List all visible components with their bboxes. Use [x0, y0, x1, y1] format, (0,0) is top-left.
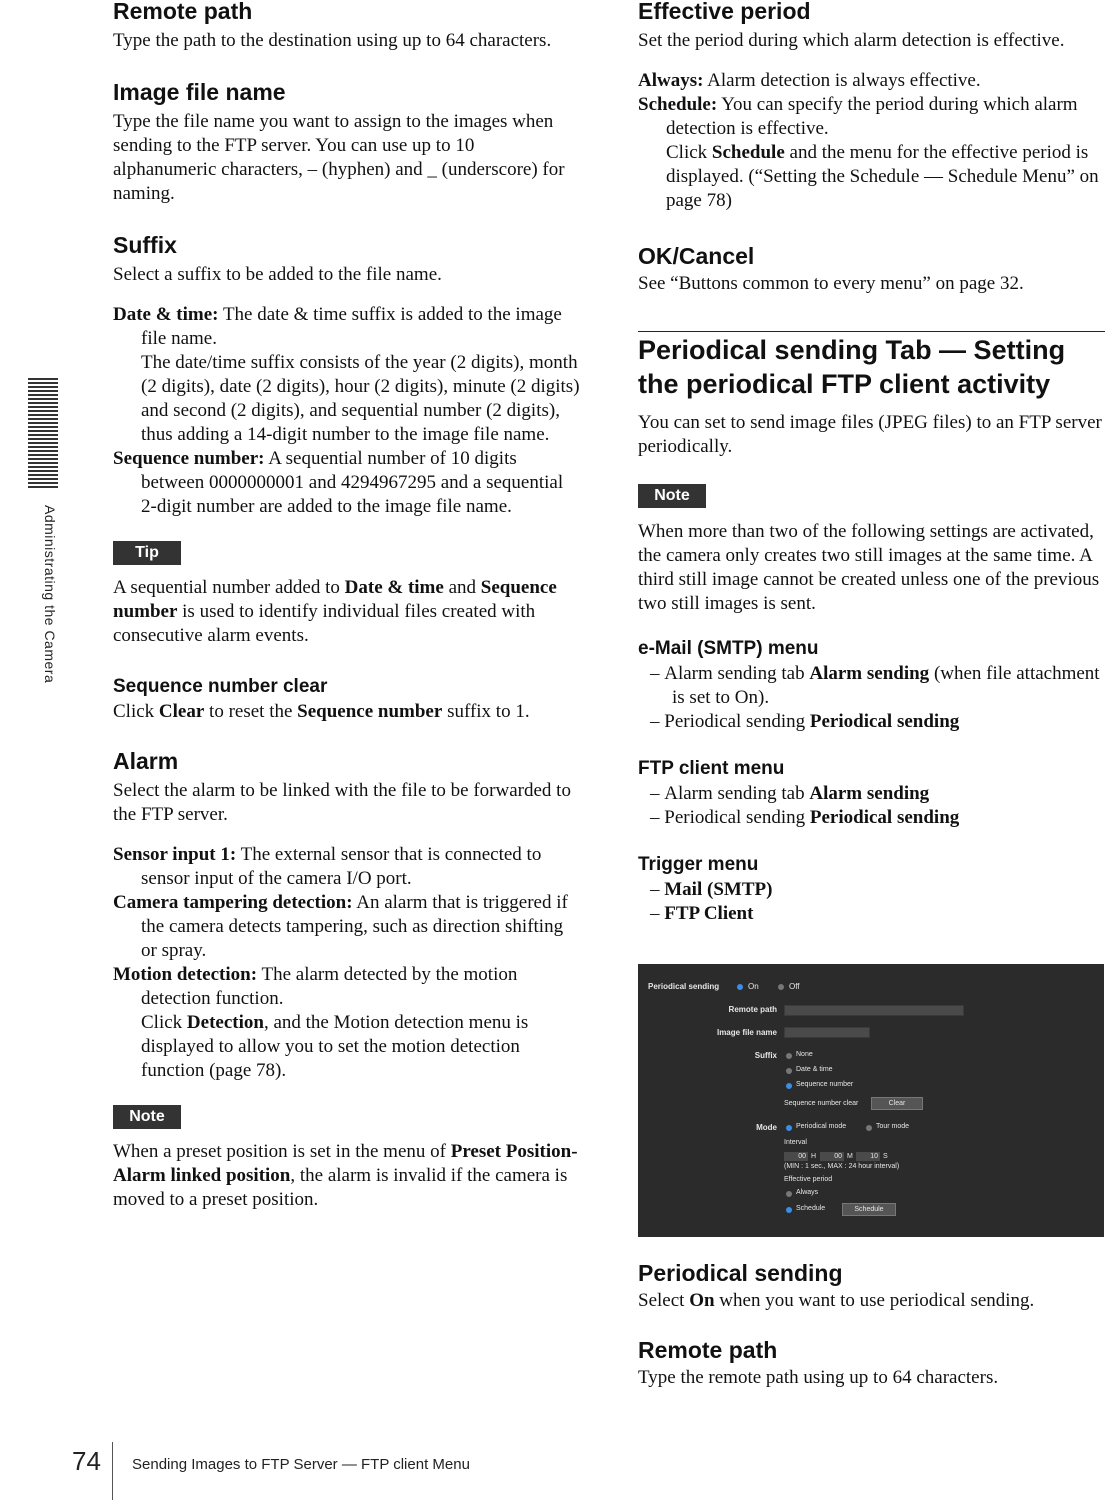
term: Sequence number: [113, 448, 265, 469]
schedule-radio-icon[interactable] [786, 1207, 792, 1213]
date-time-radio-icon[interactable] [786, 1068, 792, 1074]
b: Sequence number [113, 577, 557, 622]
desc: A sequential number of 10 digits between 0000000001 and 4294967295 and a sequential 2-digit number are added to the image file name. [141, 448, 564, 517]
seq-clear-text [113, 700, 581, 724]
schedule-label: Schedule [796, 1205, 826, 1212]
email-item-1: – Alarm sending tab Alarm sending (when file attachment is set to On). [650, 663, 1100, 708]
desc-continued [141, 1011, 581, 1083]
section-title: Periodical sending Tab — Setting the periodical FTP client activity [638, 335, 1066, 399]
on-label: On [748, 982, 759, 991]
t: to reset the [209, 701, 293, 722]
b: Clear [158, 701, 205, 722]
always-radio-icon[interactable] [786, 1191, 792, 1197]
t: and the menu for the effective period is displayed. (“Setting the Schedule — Schedule Menu” on page 78) [666, 142, 1099, 211]
term: Sensor input 1: [113, 844, 237, 865]
image-file-name-text: Type the file name you want to assign to the images when sending to the FTP server. You can use up to 10 alphanumeric characters, – (hyphen) and _ (underscore) for naming. [113, 111, 565, 204]
sequence-number-radio-icon[interactable] [786, 1083, 792, 1089]
b: Mail (SMTP) [664, 879, 773, 900]
schedule-button[interactable]: Schedule [842, 1203, 896, 1216]
term: Date & time: [113, 304, 219, 325]
left-column [113, 0, 581, 1212]
footer-divider [112, 1442, 113, 1500]
t: When a preset position is set in the menu of [113, 1141, 446, 1162]
remote-path-label: Remote path [728, 1005, 777, 1014]
desc: The external sensor that is connected to sensor input of the camera I/O port. [141, 844, 542, 889]
trigger-item-1: – Mail (SMTP) [650, 879, 773, 900]
effective-always-item [638, 69, 1105, 93]
t: is used to identify individual files created with consecutive alarm events. [113, 601, 536, 646]
mode-label: Mode [756, 1123, 777, 1132]
off-label: Off [789, 982, 800, 991]
b: Alarm sending [809, 783, 930, 804]
none-radio-icon[interactable] [786, 1053, 792, 1059]
interval-label: Interval [784, 1139, 807, 1146]
desc: The alarm detected by the motion detection function. [141, 964, 518, 1009]
remote-path-text-2: Type the remote path using up to 64 characters. [638, 1367, 999, 1388]
term: Schedule: [638, 94, 718, 115]
desc: The date & time suffix is added to the image file name. [141, 304, 562, 349]
suffix-date-time-item [113, 303, 581, 447]
suffix-label: Suffix [754, 1051, 777, 1060]
right-column [638, 0, 1105, 926]
hour-input[interactable]: 00 [784, 1152, 808, 1161]
on-radio-icon[interactable] [737, 984, 743, 990]
desc-continued [666, 141, 1105, 213]
remote-path-input[interactable] [784, 1005, 964, 1016]
alarm-motion-item [113, 963, 581, 1083]
clear-button[interactable]: Clear [871, 1097, 923, 1110]
t: suffix to 1. [447, 701, 530, 722]
tip-box [113, 541, 581, 565]
ok-cancel-text: See “Buttons common to every menu” on page 32. [638, 273, 1024, 294]
interval-range: (MIN : 1 sec., MAX : 24 hour interval) [784, 1163, 900, 1170]
remote-path-text: Type the path to the destination using up to 64 characters. [113, 30, 552, 51]
note-badge: Note [638, 484, 706, 508]
image-file-name-label: Image file name [716, 1028, 777, 1037]
right-bottom [638, 1260, 1105, 1390]
b: Schedule [711, 142, 785, 163]
t: Periodical sending [664, 711, 806, 732]
b: Alarm sending [809, 663, 930, 684]
ftp-item-2: – Periodical sending Periodical sending [650, 807, 960, 828]
desc-continued: The date/time suffix consists of the year (2 digits), month (2 digits), date (2 digits), hour (2 digits), minute (2 digits) and second (2 digits), and sequential number (2 digits), thus adding a 14-digit number to the image file name. [141, 352, 580, 445]
email-item-2: – Periodical sending Periodical sending [650, 711, 960, 732]
t: (when file attachment is set to On). [672, 663, 1100, 708]
none-label: None [796, 1051, 813, 1058]
term: Always: [638, 70, 704, 91]
term: Camera tampering detection: [113, 892, 353, 913]
side-tab-marker [28, 378, 58, 493]
note-box [638, 484, 1105, 508]
image-file-name-input[interactable] [784, 1027, 870, 1038]
heading-effective-period: Effective period [638, 0, 811, 24]
sequence-number-clear-label: Sequence number clear [784, 1100, 859, 1107]
suffix-text: Select a suffix to be added to the file name. [113, 264, 442, 285]
section-text: You can set to send image files (JPEG files) to an FTP server periodically. [638, 412, 1102, 457]
tour-mode-radio-icon[interactable] [866, 1125, 872, 1131]
b: Detection [186, 1012, 264, 1033]
heading-alarm: Alarm [113, 748, 179, 774]
t: Alarm sending tab [664, 663, 805, 684]
ftp-item-1: – Alarm sending tab Alarm sending [650, 783, 930, 804]
t: A sequential number added to [113, 577, 340, 598]
minute-unit: M [847, 1153, 853, 1160]
suffix-sequence-item [113, 447, 581, 519]
alarm-text: Select the alarm to be linked with the file to be forwarded to the FTP server. [113, 780, 571, 825]
heading-ftp-client-menu: FTP client menu [638, 758, 785, 779]
t: Click [141, 1012, 183, 1033]
hour-unit: H [811, 1153, 817, 1160]
desc: You can specify the period during which alarm detection is effective. [666, 94, 1078, 139]
note-text [113, 1140, 581, 1212]
heading-suffix: Suffix [113, 232, 177, 258]
note-box [113, 1105, 581, 1129]
desc: Alarm detection is always effective. [707, 70, 981, 91]
heading-remote-path-2: Remote path [638, 1337, 778, 1363]
effective-period-text: Set the period during which alarm detection is effective. [638, 30, 1065, 51]
heading-email-menu: e-Mail (SMTP) menu [638, 638, 819, 659]
second-unit: S [883, 1153, 888, 1160]
heading-ok-cancel: OK/Cancel [638, 243, 755, 269]
heading-remote-path: Remote path [113, 0, 253, 24]
alarm-sensor-item [113, 843, 581, 891]
periodical-sending-text [638, 1289, 1105, 1313]
periodical-sending-label: Periodical sending [648, 982, 720, 991]
b: Periodical sending [809, 807, 960, 828]
section-rule [638, 331, 1105, 332]
trigger-item-2: – FTP Client [650, 903, 754, 924]
t: when you want to use periodical sending. [719, 1290, 1035, 1311]
t: Periodical sending [664, 807, 806, 828]
term: Motion detection: [113, 964, 258, 985]
sequence-number-label: Sequence number [796, 1081, 854, 1088]
t: Click [113, 701, 155, 722]
periodical-mode-label: Periodical mode [796, 1123, 847, 1130]
tip-text [113, 576, 581, 648]
tour-mode-label: Tour mode [876, 1123, 910, 1130]
tip-badge: Tip [113, 541, 181, 565]
b: Date & time [344, 577, 444, 598]
page-number: 74 [72, 1446, 101, 1476]
note-badge: Note [113, 1105, 181, 1129]
b: Sequence number [297, 701, 443, 722]
side-tab-label: Administrating the Camera [42, 505, 58, 684]
note-text: When more than two of the following settings are activated, the camera only creates two still images at the same time. A third still image cannot be created unless one of the previous two still images is sent. [638, 521, 1100, 614]
footer-title: Sending Images to FTP Server — FTP client Menu [132, 1456, 470, 1473]
second-input[interactable]: 10 [856, 1152, 880, 1161]
b: On [689, 1290, 715, 1311]
b: FTP Client [664, 903, 754, 924]
periodical-sending-screenshot [638, 964, 1104, 1237]
t: , and the Motion detection menu is displayed to allow you to set the motion detection function (page 78). [141, 1012, 529, 1081]
effective-period-label: Effective period [784, 1176, 833, 1183]
t: Select [638, 1290, 685, 1311]
heading-trigger-menu: Trigger menu [638, 854, 759, 875]
b: Periodical sending [809, 711, 960, 732]
always-label: Always [796, 1189, 819, 1196]
b: Preset Position-Alarm linked position [113, 1141, 578, 1186]
alarm-tamper-item [113, 891, 581, 963]
t: and [448, 577, 477, 598]
periodical-mode-radio-icon[interactable] [786, 1125, 792, 1131]
desc: An alarm that is triggered if the camera detects tampering, such as direction shifting or spray. [141, 892, 568, 961]
heading-sequence-number-clear: Sequence number clear [113, 676, 328, 697]
effective-schedule-item [638, 93, 1105, 213]
t: Click [666, 142, 708, 163]
t: Alarm sending tab [664, 783, 805, 804]
off-radio-icon[interactable] [778, 984, 784, 990]
heading-periodical-sending: Periodical sending [638, 1260, 843, 1286]
t: , the alarm is invalid if the camera is moved to a preset position. [113, 1165, 568, 1210]
heading-image-file-name: Image file name [113, 79, 286, 105]
minute-input[interactable]: 00 [820, 1152, 844, 1161]
date-time-label: Date & time [796, 1066, 833, 1073]
